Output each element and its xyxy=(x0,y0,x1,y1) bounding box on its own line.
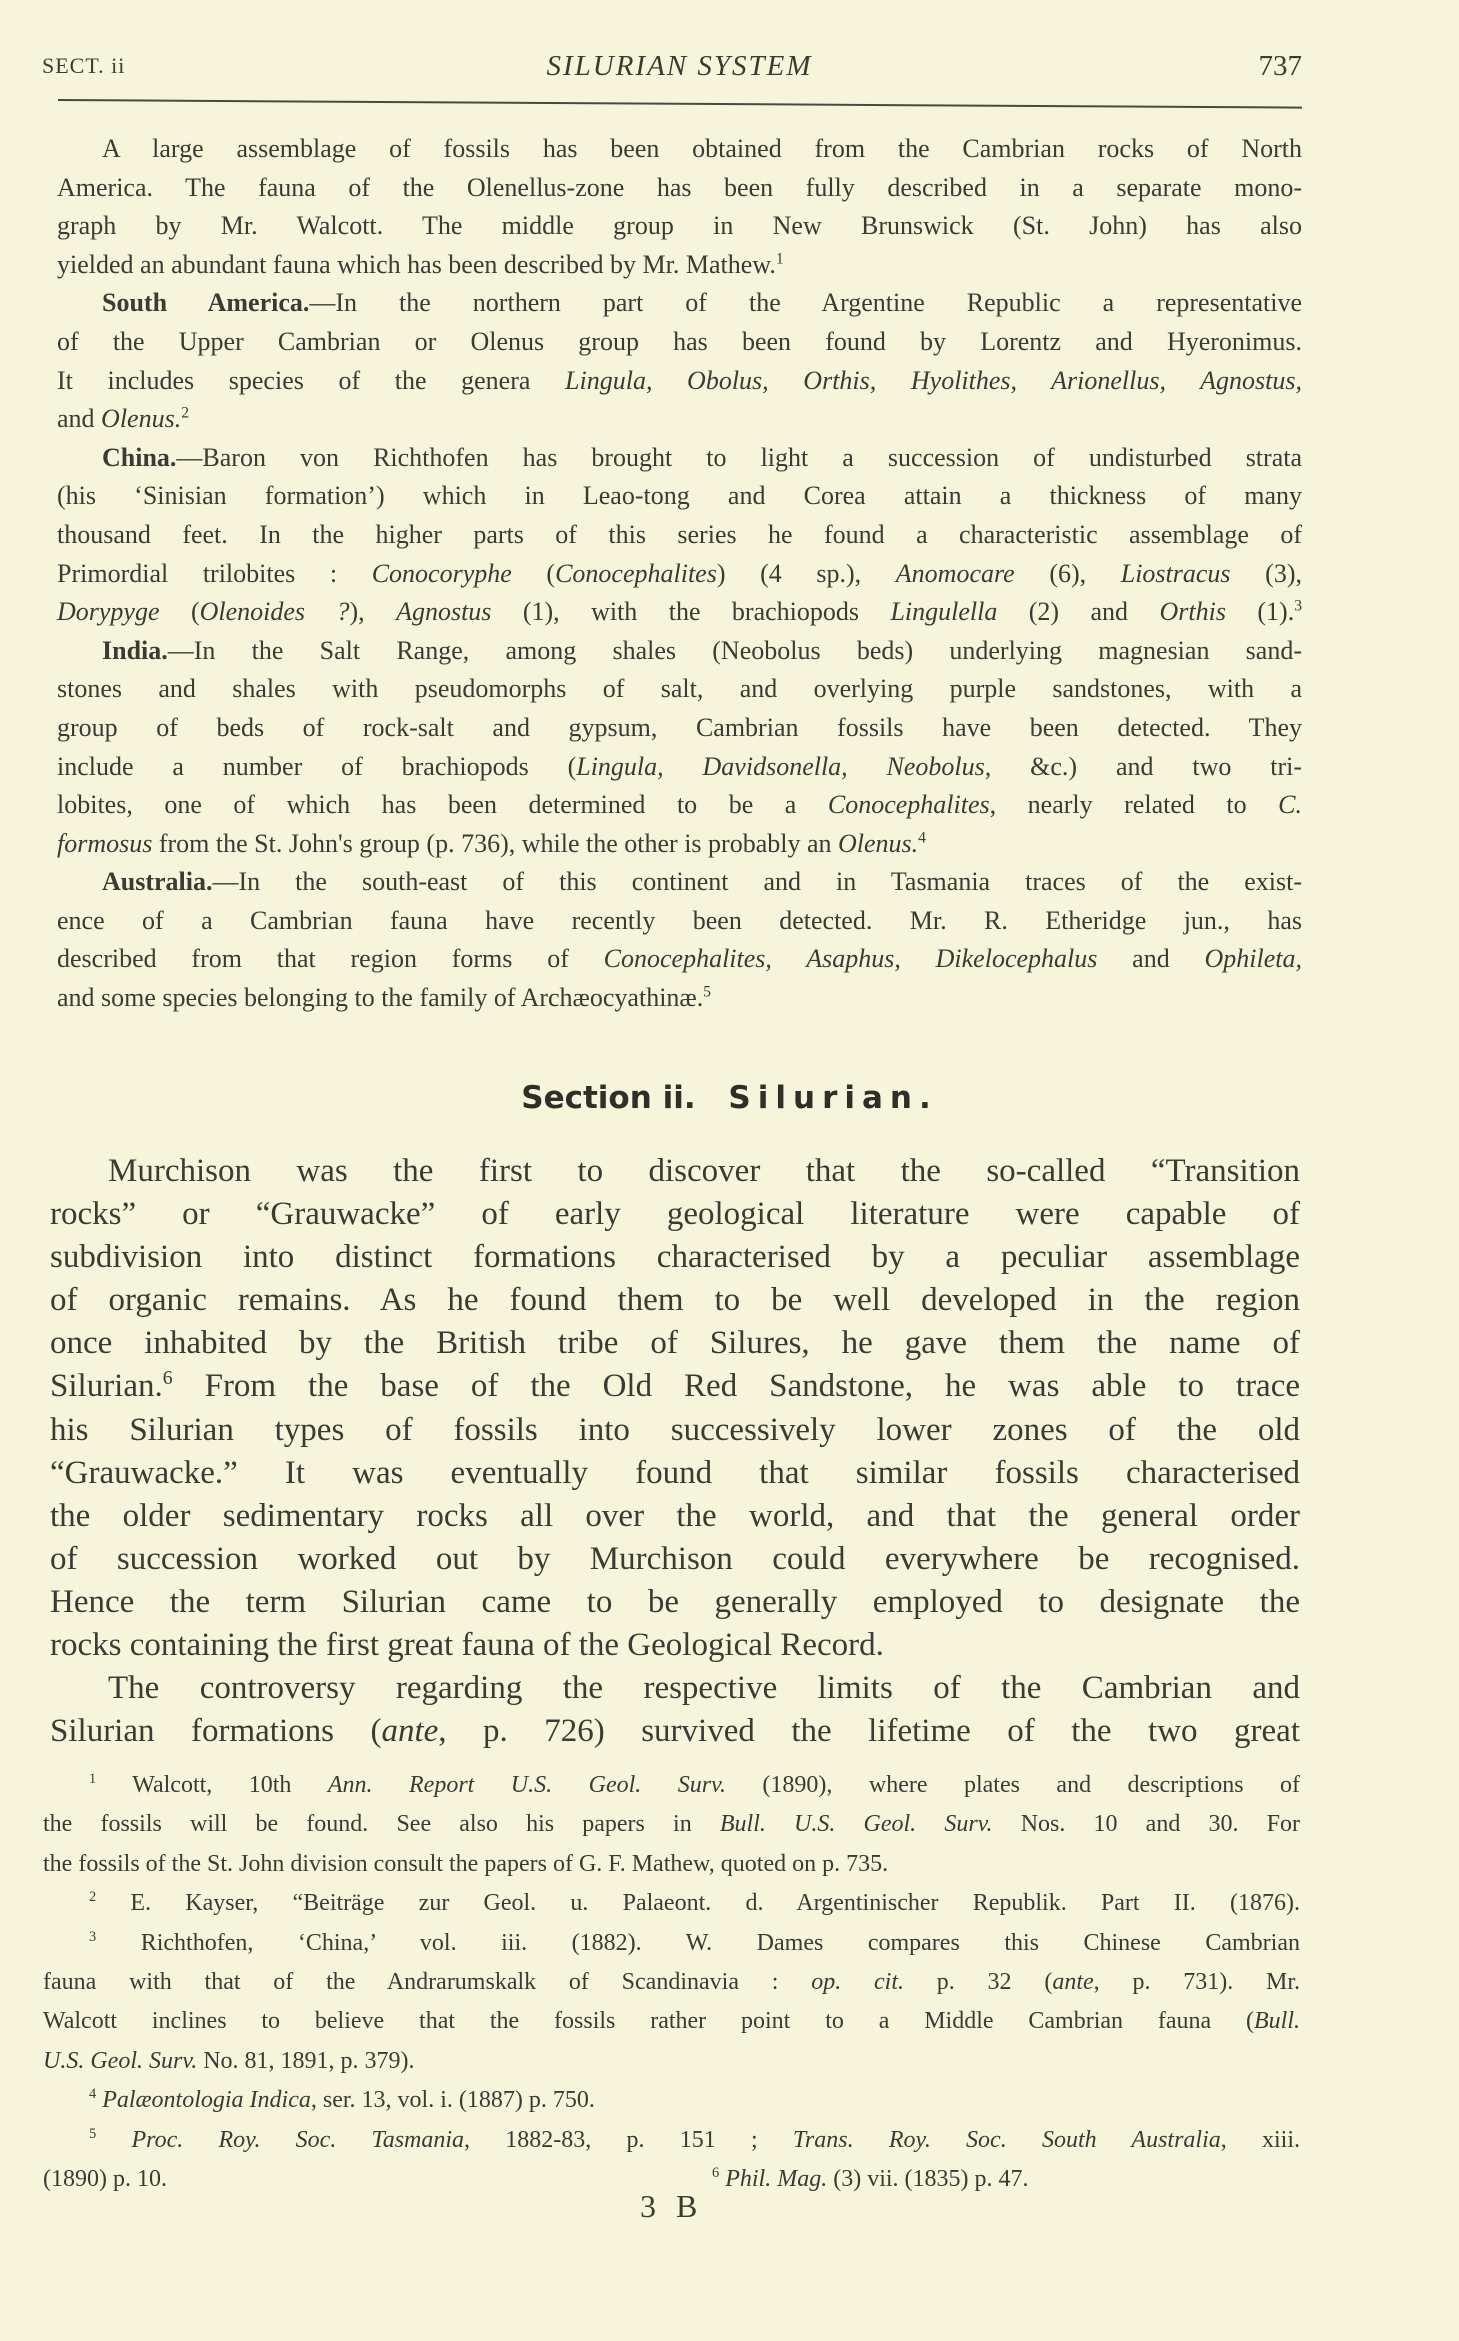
text-line xyxy=(50,1667,1300,1710)
text-line xyxy=(57,246,1302,285)
text-run: thousand feet. In the higher parts of this series he found a characteristic assemblage of xyxy=(57,519,1302,549)
text-run: Richthofen, ‘China,’ vol. iii. (1882). W. Dames compares this Chinese Cambrian xyxy=(96,1929,1300,1956)
footnote-6 xyxy=(712,2160,1029,2199)
text-run: (2) and xyxy=(997,597,1160,627)
text-run: &c.) and two tri- xyxy=(991,751,1302,781)
text-run: (1890), where plates and descriptions of xyxy=(725,1772,1300,1798)
text-run: Primordial trilobites : xyxy=(57,558,372,588)
text-run: (1890) p. 10. xyxy=(43,2165,167,2192)
text-run: Murchison was the first to discover that the so-called “Transition xyxy=(108,1153,1300,1189)
text-line xyxy=(43,1845,1300,1884)
text-run: —In the Salt Range, among shales (Neobolus beds) underlying magnesian sand- xyxy=(167,635,1302,665)
text-line xyxy=(57,477,1302,516)
italic-text: Conocephalites xyxy=(555,558,717,588)
text-line xyxy=(43,2121,1300,2160)
text-line xyxy=(43,1924,1300,1963)
italic-text: Proc. Roy. Soc. Tasmania xyxy=(131,2126,465,2153)
footnote-marker: 2 xyxy=(89,1889,97,1906)
run-in-heading: Australia. xyxy=(102,867,213,897)
text-line xyxy=(57,439,1302,478)
header-rule xyxy=(58,99,1302,109)
printer-signature: 3 B xyxy=(640,2188,704,2224)
footnote-marker: 1 xyxy=(775,250,784,268)
text-line xyxy=(57,593,1302,632)
text-run: the fossils of the St. John division consult the papers of G. F. Mathew, quoted on p. 735. xyxy=(43,1850,889,1877)
text-line xyxy=(57,516,1302,555)
running-head-title: SILURIAN SYSTEM xyxy=(546,50,813,82)
text-run: p. 32 ( xyxy=(904,1968,1053,1995)
text-run: lobites, one of which has been determined to be a xyxy=(57,790,828,820)
italic-text: Lingula, Davidsonella, Neobolus, xyxy=(576,751,992,781)
footnote-marker: 4 xyxy=(89,2086,97,2103)
text-line xyxy=(57,555,1302,594)
text-run: of organic remains. As he found them to be well developed in the region xyxy=(50,1282,1300,1319)
italic-text: Ophileta, xyxy=(1204,944,1303,974)
section-heading-title: Silurian. xyxy=(728,1080,938,1116)
text-run: rocks containing the first great fauna of the Geological Record. xyxy=(50,1627,884,1664)
text-run: From the base of the Old Red Sandstone, he was able to trace xyxy=(172,1368,1300,1405)
text-run: of succession worked out by Murchison could everywhere be recognised. xyxy=(50,1540,1300,1577)
text-run: and xyxy=(57,404,102,434)
text-line xyxy=(50,1193,1300,1236)
footnote-marker: 1 xyxy=(89,1771,97,1787)
italic-text: Lingulella xyxy=(890,597,998,627)
italic-text: Agnostus xyxy=(396,597,492,627)
text-line xyxy=(57,825,1302,864)
text-run xyxy=(96,2127,131,2153)
text-run: Nos. 10 and 30. For xyxy=(992,1811,1300,1838)
text-run: yielded an abundant fauna which has been described by Mr. Mathew. xyxy=(57,249,776,279)
text-line xyxy=(57,902,1302,941)
text-line xyxy=(57,748,1302,787)
main-text-body xyxy=(50,1150,1300,1753)
text-run: ( xyxy=(159,597,200,627)
text-line xyxy=(57,632,1302,671)
text-line xyxy=(50,1624,1300,1667)
text-line xyxy=(57,284,1302,323)
section-heading xyxy=(0,1080,1459,1116)
text-run: Walcott inclines to believe that the fossils rather point to a Middle Cambrian fauna ( xyxy=(43,2008,1254,2035)
text-line xyxy=(57,979,1302,1018)
text-run: the fossils will be found. See also his papers in xyxy=(43,1811,720,1838)
text-line xyxy=(50,1495,1300,1538)
text-line xyxy=(57,130,1302,169)
italic-text: ante xyxy=(1052,1968,1094,1995)
text-line xyxy=(57,207,1302,246)
text-run: —Baron von Richthofen has brought to light a succession of undisturbed strata xyxy=(176,442,1302,472)
text-line xyxy=(43,1963,1300,2002)
text-line xyxy=(50,1279,1300,1322)
italic-text: op. cit. xyxy=(811,1968,904,1995)
page-number: 737 xyxy=(1258,50,1302,82)
run-in-heading: South America. xyxy=(102,288,310,318)
text-line xyxy=(57,169,1302,208)
text-run: subdivision into distinct formations characterised by a peculiar assemblage xyxy=(50,1239,1300,1276)
text-run: (his ‘Sinisian formation’) which in Leao-tong and Corea attain a thickness of many xyxy=(57,481,1302,511)
text-run: Silurian formations ( xyxy=(50,1713,382,1750)
text-run: once inhabited by the British tribe of Silures, he gave them the name of xyxy=(50,1325,1300,1362)
footnote-marker: 5 xyxy=(89,2125,97,2142)
text-run: , 1882-83, p. 151 ; xyxy=(464,2126,793,2153)
text-run: rocks” or “Grauwacke” of early geological literature were capable of xyxy=(50,1196,1300,1233)
text-run: A large assemblage of fossils has been obtained from the Cambrian rocks of North xyxy=(102,134,1302,163)
text-line xyxy=(50,1409,1300,1452)
text-run: Walcott, 10th xyxy=(96,1772,328,1798)
text-line xyxy=(43,1766,1300,1805)
footnote-marker: 6 xyxy=(712,2164,720,2181)
text-run: ), xyxy=(349,597,397,627)
text-run: of the Upper Cambrian or Olenus group has been found by Lorentz and Hyeronimus. xyxy=(57,326,1302,356)
footnote-marker: 3 xyxy=(89,1928,97,1945)
italic-text: Olenus. xyxy=(101,404,182,434)
text-line xyxy=(57,670,1302,709)
footnote-marker: 5 xyxy=(703,983,712,1001)
text-line xyxy=(43,1884,1300,1923)
italic-text: Phil. Mag. xyxy=(725,2165,828,2192)
text-line xyxy=(50,1236,1300,1279)
text-run: —In the northern part of the Argentine Republic a representative xyxy=(309,288,1302,318)
text-run: group of beds of rock-salt and gypsum, Cambrian fossils have been detected. They xyxy=(57,712,1302,742)
text-line xyxy=(57,323,1302,362)
text-run: (6), xyxy=(1014,558,1121,588)
text-run: Silurian. xyxy=(50,1368,163,1405)
text-run: (1), with the brachiopods xyxy=(491,597,891,627)
text-run: —In the south-east of this continent and in Tasmania traces of the exist- xyxy=(212,867,1302,897)
text-run: , nearly related to xyxy=(989,790,1279,820)
footnote-marker: 4 xyxy=(918,829,926,847)
text-run: described from that region forms of xyxy=(57,944,604,974)
text-line xyxy=(50,1150,1300,1193)
italic-text: Trans. Roy. Soc. South Australia xyxy=(792,2126,1221,2153)
text-line xyxy=(57,786,1302,825)
text-line xyxy=(57,362,1302,401)
small-text-body xyxy=(57,130,1302,1018)
text-line xyxy=(43,2081,1300,2120)
footnote-marker: 6 xyxy=(162,1367,173,1390)
italic-text: Conocoryphe xyxy=(371,558,512,588)
text-run: It includes species of the genera xyxy=(57,365,566,395)
text-run: The controversy regarding the respective limits of the Cambrian and xyxy=(108,1670,1300,1707)
text-line xyxy=(50,1710,1300,1753)
text-run: stones and shales with pseudomorphs of salt, and overlying purple sandstones, with a xyxy=(57,674,1302,704)
text-run: Hence the term Silurian came to be generally employed to designate the xyxy=(50,1583,1300,1620)
italic-text: Bull. U.S. Geol. Surv. xyxy=(719,1811,993,1838)
italic-text: Liostracus xyxy=(1120,558,1231,588)
italic-text: Lingula, Obolus, Orthis, Hyolithes, Arionellus, Agnostus, xyxy=(565,365,1302,395)
italic-text: Bull. xyxy=(1254,2008,1300,2035)
text-line xyxy=(57,863,1302,902)
text-run: (1). xyxy=(1225,597,1295,627)
footnote-marker: 3 xyxy=(1294,597,1302,615)
text-line xyxy=(43,1805,1300,1844)
text-run: ) (4 sp.), xyxy=(716,558,896,588)
footnote-marker: 2 xyxy=(181,404,190,422)
italic-text: Orthis xyxy=(1159,597,1226,627)
italic-text: formosus xyxy=(57,828,153,858)
text-run: fauna with that of the Andrarumskalk of Scandinavia : xyxy=(43,1968,812,1995)
text-run: America. The fauna of the Olenellus-zone has been fully described in a separate mono- xyxy=(57,172,1302,202)
section-heading-number: Section ii. xyxy=(521,1080,696,1116)
italic-text: Palæontologia Indica xyxy=(102,2087,311,2114)
italic-text: Conocephalites xyxy=(827,790,990,820)
footnotes xyxy=(43,1766,1300,2199)
italic-text: Dorypyge xyxy=(57,597,160,627)
text-run: the older sedimentary rocks all over the world, and that the general order xyxy=(50,1497,1300,1534)
text-line xyxy=(43,2042,1300,2081)
text-run: , ser. 13, vol. i. (1887) p. 750. xyxy=(310,2087,595,2114)
text-run: include a number of brachiopods ( xyxy=(57,751,577,781)
text-line xyxy=(50,1452,1300,1495)
text-run: ence of a Cambrian fauna have recently been detected. Mr. R. Etheridge jun., has xyxy=(57,905,1302,935)
text-line xyxy=(43,2002,1300,2041)
text-line xyxy=(50,1538,1300,1581)
text-run: E. Kayser, “Beiträge zur Geol. u. Palaeont. d. Argentinischer Republik. Part II. (1876). xyxy=(96,1890,1300,1917)
run-in-heading: India. xyxy=(102,635,168,665)
text-run: from the St. John's group (p. 736), while the other is probably an xyxy=(152,828,838,858)
italic-text: ante xyxy=(381,1713,439,1750)
run-in-heading: China. xyxy=(102,442,177,472)
text-run: , p. 726) survived the lifetime of the two great xyxy=(438,1713,1300,1750)
text-run: ( xyxy=(511,558,556,588)
italic-text: Olenus. xyxy=(838,828,919,858)
text-run: graph by Mr. Walcott. The middle group in New Brunswick (St. John) has also xyxy=(57,211,1302,241)
italic-text: Conocephalites, Asaphus, Dikelocephalus xyxy=(603,944,1098,974)
running-head-section: SECT. ii xyxy=(42,53,126,78)
text-run: , xiii. xyxy=(1220,2126,1301,2153)
text-run: (3), xyxy=(1230,558,1302,588)
text-line xyxy=(57,400,1302,439)
text-run: (3) vii. (1835) p. 47. xyxy=(827,2165,1029,2192)
text-line xyxy=(50,1581,1300,1624)
text-run: his Silurian types of fossils into successively lower zones of the old xyxy=(50,1411,1300,1448)
italic-text: U.S. Geol. Surv. xyxy=(43,2047,198,2074)
italic-text: Anomocare xyxy=(895,558,1015,588)
text-line xyxy=(57,709,1302,748)
italic-text: Ann. Report U.S. Geol. Surv. xyxy=(327,1772,726,1798)
text-run: and some species belonging to the family of Archæocyathinæ. xyxy=(57,983,704,1013)
text-run: No. 81, 1891, p. 379). xyxy=(197,2047,415,2074)
text-run: , p. 731). Mr. xyxy=(1093,1968,1301,1995)
text-line xyxy=(50,1322,1300,1365)
text-line xyxy=(57,940,1302,979)
text-run: and xyxy=(1097,944,1205,974)
text-run: “Grauwacke.” It was eventually found that similar fossils characterised xyxy=(50,1454,1300,1491)
italic-text: C. xyxy=(1278,790,1302,820)
text-line xyxy=(50,1365,1300,1408)
italic-text: Olenoides ? xyxy=(199,597,350,627)
